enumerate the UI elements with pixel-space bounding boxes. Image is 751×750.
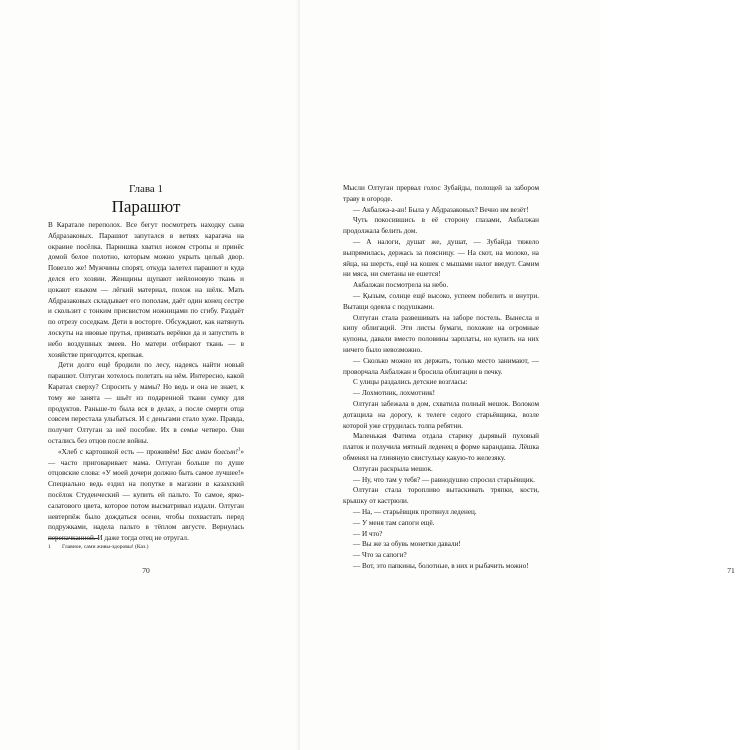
paragraph: С улицы раздались детские возгласы: [353, 378, 468, 387]
paragraph: — Вот, это папкины, болотные, в них и рыбачить можно! [353, 561, 529, 570]
footnote [48, 543, 244, 551]
paragraph: — Сколько можно их держать, только место занимают, — проворчала Акбалжан и бросила облигации в печку. [343, 356, 539, 376]
paragraph: Дети долго ещё бродили по лесу, надеясь найти новый парашют. Олтуган хотелось полетать на нём. Интересно, какой Каратал сверху? Спросить у мамы? Но ведь и она не знает, к тому же занята — шьёт из подаренной ткани сумку для продуктов. Раньше-то была вся в делах, а после смерти отца совсем перестала улыбаться. И с деньгами стало хуже. Правда, получит Олтуган за неё пособие. Их в семье четверо. Они остались без отцов после войны. [48, 361, 244, 445]
paragraph: — Акбалжа-а-ан! Была у Абдразаковых? Вечно им везёт! [353, 205, 529, 214]
paragraph: В Каратале переполох. Все бегут посмотреть находку сына Абдразаковых. Парашют запутался в ветвях карагача на окраине посёлка. Парнишка хватил ножом стропы и принёс домой белое полотно, которым можно укрыть целый двор. Повезло же! Мужчины спорят, откуда залетел парашют и куда делся его хозяин. Женщины щупают нейлоновую ткань и цокают языком — лёгкий материал, похож на шёлк. Мать Абдразаковых складывает его пополам, даёт один конец сестре и скользит с тонким присвистом ножницами по сгибу. Раздаёт по отрезу соседкам. Дети в восторге. Обсуждают, как натянуть лоскуты на ивовые прутья, привязать верёвки да и запустить в небо воздушных змеев. Но матери отбирают ткань — в хозяйстве пригодится, крепкая. [48, 221, 244, 359]
paragraph: — И что? [353, 529, 383, 538]
paragraph: — А налоги, душат же, душат, — Зубайда тяжело выпрямилась, держась за поясницу. — На скот, на молоко, на яйца, на шерсть, ещё на кошек с мышами налог введут. Самим ни мяса, ни сметаны не ешется! [343, 237, 539, 279]
page-number-right: 71 [727, 566, 735, 575]
page-number-left: 70 [142, 566, 150, 575]
paragraph: — Лохмотник, лохмотник! [353, 389, 436, 398]
paragraph: Олтуган стала развешивать на заборе постель. Вынесла и кипу облигаций. Эти листы бумаги, похожие на огромные купоны, давали вместо половины зарплаты, но купить на них ничего было невозможно. [343, 313, 539, 354]
paragraph: — Ну, что там у тебя? — равнодушно спросил старьёвщик. [353, 475, 535, 484]
paragraph: Маленькая Фатима отдала старику дырявый пуховый платок и получила мятный леденец в форме карандаша. Лёшка обменял на глиняную свистульку какую-то железяку. [343, 432, 539, 462]
paragraph: Мысли Олтуган прервал голос Зубайды, полощей за забором траву в огороде. [343, 184, 539, 203]
paragraph: Акбалжан посмотрела на небо. [353, 281, 449, 290]
paragraph: — На, — старьёвщик протянул леденец. [353, 507, 477, 516]
paragraph: Чуть покосившись в её сторону глазами, Акбалжан продолжала белить дом. [343, 216, 539, 236]
left-page-text [48, 220, 244, 544]
quote-rest: » — часто приговаривает мама. Олтуган больше по душе отцовские слова: «У моей дочери должно быть самое лучшее!» Специально ведь ездил на попутке в магазин в казахский посёлок Студенческий — купить ей пальто. То самое, ярко-салатового цвета, которое потом высматривал издали. Олтуган невтерпёж было дождаться осени, чтобы похвастать перед подружками, надела пальто в тёплом августе. Вернулась перепачканной. И даже тогда отец не отругал. [48, 447, 244, 543]
footnote-number: 1 [48, 544, 51, 550]
footnote-mark: 1 [237, 447, 241, 453]
quote-italic: Бас аман болсын! [182, 447, 238, 456]
paragraph: — У меня там сапоги ещё. [353, 518, 435, 527]
chapter-title: Парашют [111, 197, 181, 216]
chapter-label: Глава 1 [128, 183, 164, 195]
left-page [0, 0, 300, 750]
paragraph-quote [48, 447, 244, 544]
paragraph: — Қызым, солнце ещё высоко, успеем побелить и внутри. Вытащи одеяла с подушками. [343, 291, 539, 311]
right-page-text [343, 183, 539, 572]
paragraph: — Вы же за обувь монетки давали! [353, 540, 461, 549]
paragraph: Олтуган забежала в дом, схватила полный мешок. Волоком дотащила на дорогу, к телеге седого старьёвщика, возле которой уже сгрудилась толпа ребятни. [343, 399, 539, 430]
quote-prefix: «Хлеб с картошкой есть — проживём! [58, 447, 183, 456]
paragraph: Олтуган стала торопливо вытаскивать тряпки, кости, крышку от кастрюли. [343, 486, 539, 506]
footnote-text: Главное, сами живы-здоровы! (Каз.) [62, 544, 149, 550]
footnote-divider [48, 538, 98, 539]
paragraph: — Что за сапоги? [353, 551, 407, 560]
paragraph: Олтуган раскрыла мешок. [353, 464, 433, 473]
